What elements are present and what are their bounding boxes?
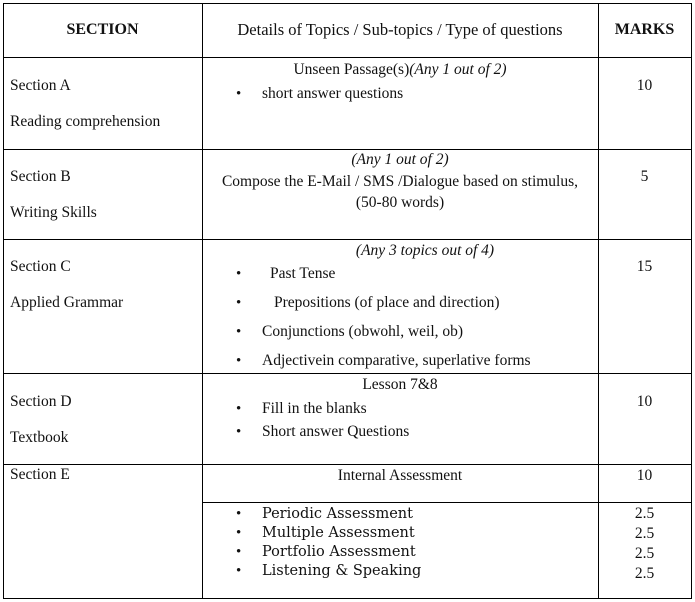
header-marks: MARKS [614,21,675,38]
bullet-icon: • [236,86,242,102]
section-e-sub-item: Multiple Assessment [262,525,415,541]
section-e-sub-item: Listening & Speaking [262,563,422,579]
bullet-icon: • [236,544,242,560]
table-border-right [691,3,692,599]
bullet-icon: • [236,266,242,282]
section-b-line: Compose the E-Mail / SMS /Dialogue based on stimulus, [221,173,579,190]
header-details: Details of Topics / Sub-topics / Type of questions [237,20,563,39]
section-d-label: Section D [10,393,72,410]
bullet-icon: • [236,563,242,579]
bullet-icon: • [236,401,242,417]
table-row-divider [3,239,692,240]
bullet-icon: • [236,506,242,522]
section-a-area: Reading comprehension [10,113,161,130]
section-e-marks: 10 [636,467,653,484]
section-c-area: Applied Grammar [10,294,124,311]
section-a-title-italic: (Any 1 out of 2) [409,61,507,78]
section-e-sub-item: Portfolio Assessment [262,544,416,560]
table-border-top [3,3,692,4]
section-a-title [202,61,598,79]
table-row-divider [3,373,692,374]
bullet-icon: • [236,525,242,541]
section-e-sub-marks: 2.5 [634,505,655,522]
section-a-title-plain: Unseen Passage(s) [293,61,410,78]
table-row-divider [3,57,692,58]
section-e-sub-marks: 2.5 [634,545,655,562]
table-row-divider [3,464,692,465]
section-b-label: Section B [10,168,71,185]
table-inner-divider [203,502,692,503]
bullet-icon: • [236,324,242,340]
section-c-bullet: Prepositions (of place and direction) [274,294,500,311]
section-a-bullet: short answer questions [262,85,404,102]
section-b-area: Writing Skills [10,204,97,221]
section-c-marks: 15 [636,258,653,275]
section-b-title: (Any 1 out of 2) [351,151,449,168]
section-d-bullet: Fill in the blanks [262,400,367,417]
section-c-label: Section C [10,258,71,275]
section-e-sub-marks: 2.5 [634,525,655,542]
section-e-title: Internal Assessment [337,467,463,484]
section-d-area: Textbook [10,429,69,446]
bullet-icon: • [236,295,242,311]
section-c-title: (Any 3 topics out of 4) [355,242,495,259]
table-row-divider [3,149,692,150]
section-c-bullet: Conjunctions (obwohl, weil, ob) [262,323,464,340]
section-c-bullet: Adjectivein comparative, superlative forms [262,352,531,369]
section-e-label: Section E [10,466,70,483]
table-border-left [3,3,4,599]
table-border-bottom [3,598,692,599]
bullet-icon: • [236,424,242,440]
section-b-line: (50-80 words) [355,194,445,211]
section-e-sub-marks: 2.5 [634,565,655,582]
section-a-marks: 10 [636,77,653,94]
section-d-title: Lesson 7&8 [362,376,438,393]
bullet-icon: • [236,353,242,369]
section-e-sub-item: Periodic Assessment [262,506,413,522]
section-c-bullet: Past Tense [270,265,336,282]
table-column-divider [202,3,203,599]
section-a-label: Section A [10,77,71,94]
section-d-marks: 10 [636,393,653,410]
header-section: SECTION [66,21,139,38]
section-b-marks: 5 [640,168,649,185]
section-d-bullet: Short answer Questions [262,423,410,440]
